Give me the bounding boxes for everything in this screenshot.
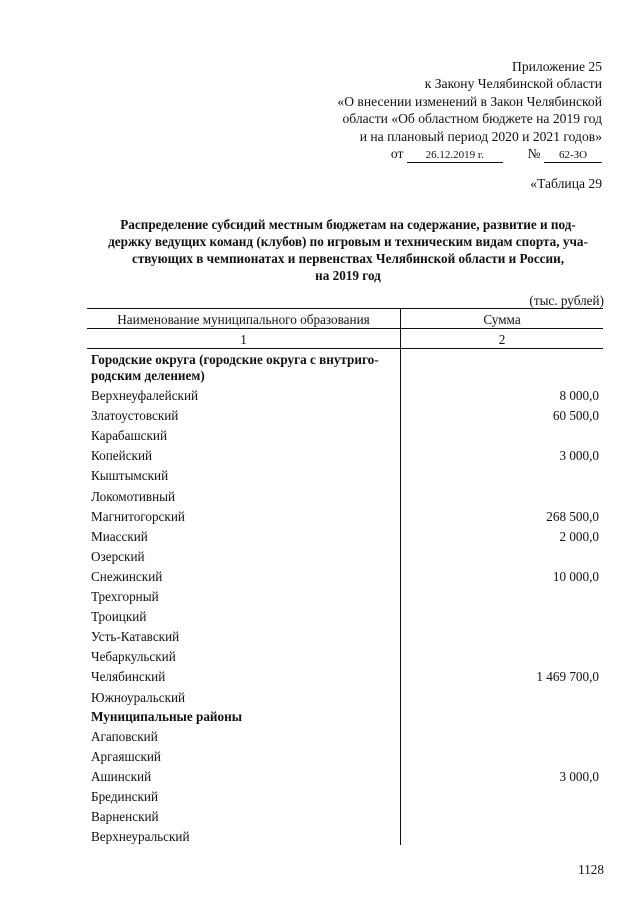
section-heading-line: родским делением) (91, 368, 205, 383)
column-number-row (87, 329, 603, 349)
header-line: «О внесении изменений в Закон Челябинской (337, 93, 602, 109)
subsidy-amount: 268 500,0 (546, 508, 599, 524)
municipality-name: Чебаркульский (87, 645, 401, 665)
table-row (87, 765, 603, 785)
number-value: 62-ЗО (544, 149, 602, 163)
section-heading (87, 349, 401, 385)
header-line: к Закону Челябинской области (424, 76, 602, 92)
subsidy-amount (401, 785, 604, 805)
table-row (87, 525, 603, 545)
table-row (87, 685, 603, 705)
date-prefix: от (390, 146, 404, 162)
municipality-name: Златоустовский (87, 404, 401, 424)
table-row (87, 805, 603, 825)
title-line: ствующих в чемпионатах и первенствах Челябинской области и России, (131, 251, 565, 266)
column-number: 2 (401, 329, 604, 349)
municipality-name: Ашинский (87, 765, 401, 785)
subsidy-amount (401, 484, 604, 504)
table-row (87, 484, 603, 504)
municipality-name: Усть-Катавский (87, 625, 401, 645)
header-line: Приложение 25 (512, 59, 602, 74)
subsidy-amount: 3 000,0 (559, 768, 599, 784)
municipality-name: Магнитогорский (87, 505, 401, 525)
column-number: 1 (87, 329, 401, 349)
table-row (87, 384, 603, 404)
subsidy-amount (401, 685, 604, 705)
section-heading (87, 706, 401, 725)
table-row (87, 404, 603, 424)
municipality-name: Аргаяшский (87, 745, 401, 765)
table-row (87, 825, 603, 845)
section-heading-row (87, 349, 603, 385)
table-row (87, 605, 603, 625)
table-row (87, 585, 603, 605)
subsidy-amount (401, 645, 604, 665)
section-heading-line: Городские округа (городские округа с внутриго- (91, 352, 379, 367)
section-heading-line: Муниципальные районы (91, 708, 242, 724)
table-row (87, 444, 603, 464)
table-row (87, 745, 603, 765)
municipality-name: Верхнеуральский (87, 825, 401, 845)
header-line: области «Об областном бюджете на 2019 год (342, 111, 602, 127)
municipality-name: Копейский (87, 444, 401, 464)
page-number: 1128 (578, 862, 604, 877)
municipality-name: Варненский (87, 805, 401, 825)
table-row (87, 665, 603, 685)
subsidy-amount (401, 825, 604, 845)
header-sum: Сумма (401, 309, 604, 329)
table-row (87, 725, 603, 745)
table-row (87, 545, 603, 565)
subsidy-amount (401, 805, 604, 825)
municipality-name: Челябинский (87, 665, 401, 685)
table-row (87, 645, 603, 665)
appendix-header (272, 58, 602, 163)
subsidy-amount (401, 585, 604, 605)
table-row (87, 785, 603, 805)
municipality-name: Южноуральский (87, 685, 401, 705)
municipality-name: Кыштымский (87, 464, 401, 484)
municipality-name: Верхнеуфалейский (87, 384, 401, 404)
subsidy-amount (401, 424, 604, 444)
number-prefix: № (527, 146, 541, 162)
table-row (87, 505, 603, 525)
table-header-row (87, 309, 603, 329)
municipality-name: Троицкий (87, 605, 401, 625)
table-label: «Таблица 29 (530, 176, 602, 191)
subsidy-amount (401, 545, 604, 565)
subsidy-amount (401, 464, 604, 484)
subsidy-amount (401, 745, 604, 765)
subsidy-amount: 2 000,0 (559, 528, 599, 544)
subsidy-amount (401, 725, 604, 745)
title-line: Распределение субсидий местным бюджетам на содержание, развитие и под- (120, 217, 576, 232)
date-value: 26.12.2019 г. (407, 149, 503, 163)
table-row (87, 625, 603, 645)
subsidy-amount: 8 000,0 (559, 388, 599, 404)
subsidy-amount: 1 469 700,0 (536, 669, 599, 685)
municipality-name: Карабашский (87, 424, 401, 444)
title-line: держку ведущих команд (клубов) по игровым и техническим видам спорта, уча- (108, 234, 588, 249)
subsidy-amount: 10 000,0 (552, 568, 599, 584)
municipality-name: Трехгорный (87, 585, 401, 605)
municipality-name: Локомотивный (87, 484, 401, 504)
table-row (87, 424, 603, 444)
municipality-name: Брединский (87, 785, 401, 805)
subsidy-table (87, 308, 603, 845)
table-row (87, 565, 603, 585)
municipality-name: Озерский (87, 545, 401, 565)
subsidy-amount: 60 500,0 (552, 408, 599, 424)
municipality-name: Снежинский (87, 565, 401, 585)
municipality-name: Агаповский (87, 725, 401, 745)
section-heading-row (87, 706, 603, 725)
date-number-row (272, 145, 602, 163)
subsidy-amount (401, 625, 604, 645)
header-line: и на плановый период 2020 и 2021 годов» (359, 128, 602, 144)
subsidy-amount: 3 000,0 (559, 448, 599, 464)
subsidy-amount (401, 605, 604, 625)
document-title (88, 216, 608, 284)
header-name: Наименование муниципального образования (87, 309, 401, 329)
title-line: на 2019 год (315, 268, 381, 283)
municipality-name: Миасский (87, 525, 401, 545)
table-row (87, 464, 603, 484)
units-label: (тыс. рублей) (529, 293, 604, 308)
